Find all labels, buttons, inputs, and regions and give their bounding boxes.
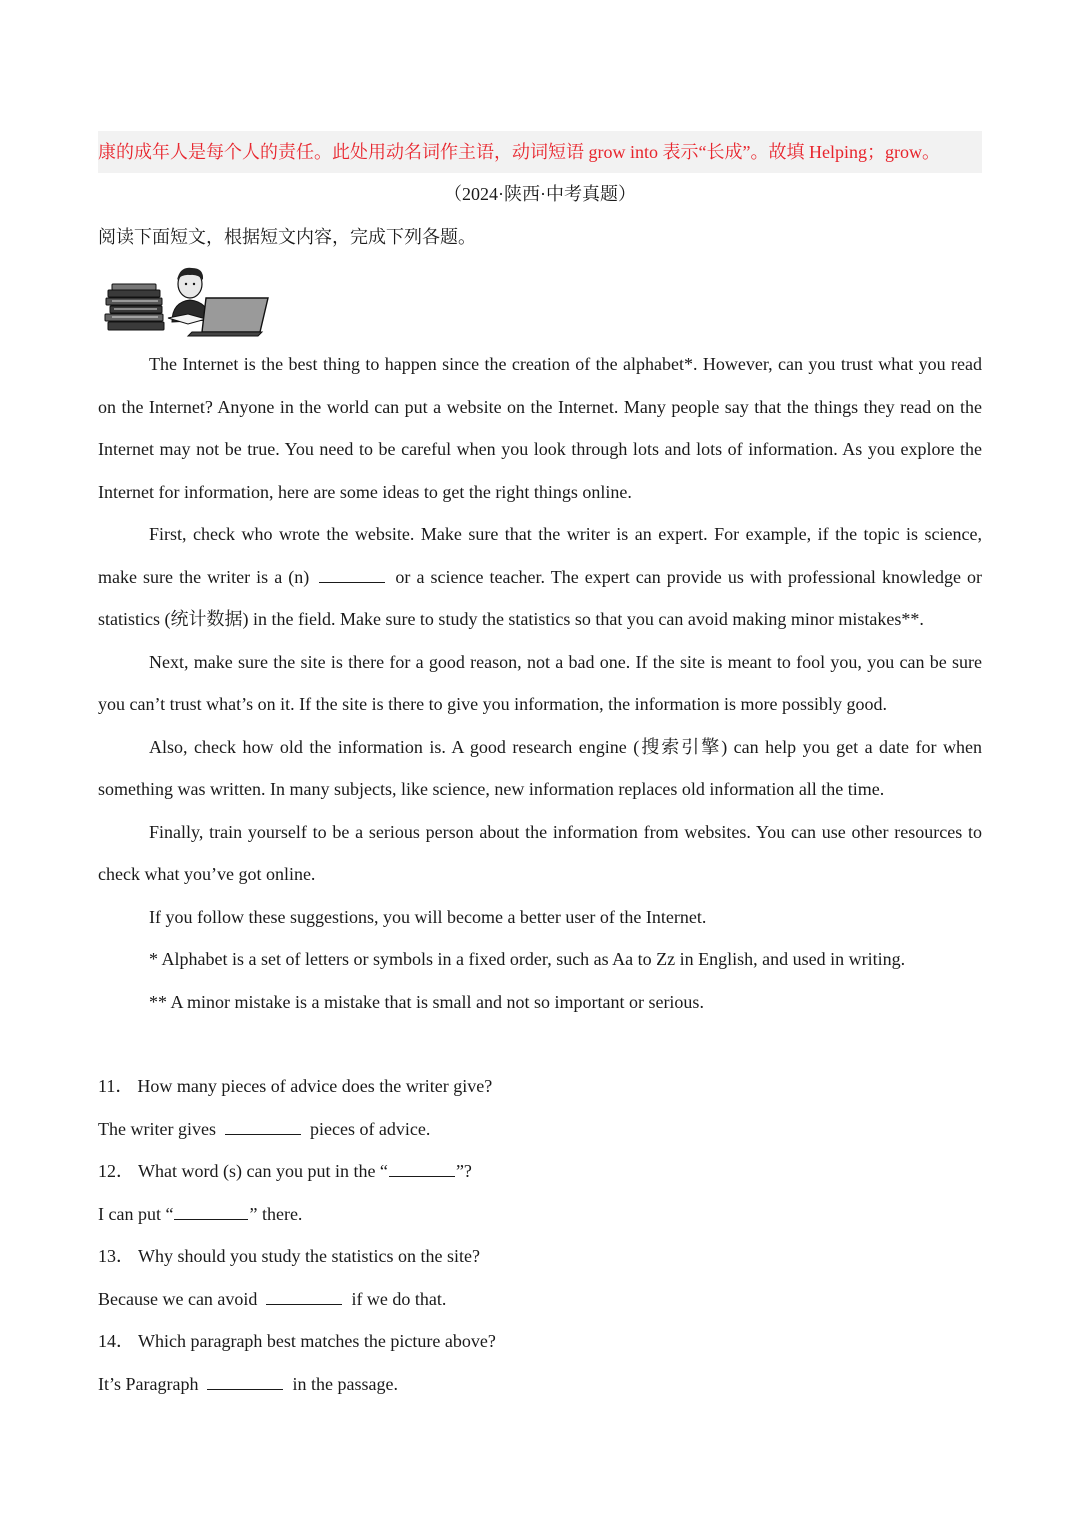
- question-text: Why should you study the statistics on the site?: [138, 1246, 480, 1266]
- question-13: [98, 1235, 982, 1278]
- question-number: 14．: [98, 1331, 134, 1351]
- student-with-books-and-laptop-illustration: [102, 262, 270, 338]
- answer-blank-12[interactable]: [174, 1204, 248, 1220]
- answer-13: [98, 1278, 982, 1321]
- question-source: [0, 181, 1080, 207]
- answer-suffix: pieces of advice.: [309, 1118, 431, 1139]
- question-text-after: ”?: [455, 1161, 472, 1181]
- question-14: [98, 1320, 982, 1363]
- footnote-minor-mistake: ** A minor mistake is a mistake that is small and not so important or serious.: [149, 991, 704, 1012]
- passage-blank: [319, 567, 385, 583]
- passage-paragraph-5: Finally, train yourself to be a serious person about the information from websites. You can use other resources to check what you’ve got online.: [98, 821, 982, 884]
- passage-paragraph-2-after: or a science teacher. The expert can provide us with professional knowledge or statistics (统计数据) in the field. Make sure to study the statistics so that you can avoid making minor mistakes**.: [98, 566, 983, 629]
- answer-blank-13[interactable]: [266, 1289, 342, 1305]
- question-12: [98, 1150, 982, 1193]
- answer-explanation-text: 康的成年人是每个人的责任。此处用动名词作主语，动词短语 grow into 表示“长成”。故填 Helping；grow。: [98, 142, 940, 162]
- answer-prefix: The writer gives: [98, 1118, 216, 1139]
- answer-11: [98, 1108, 982, 1151]
- passage-paragraph-2-before: First, check who wrote the website. Make sure that the writer is an expert. For example, if the topic is science, make sure the writer is a (n): [98, 524, 982, 587]
- answer-prefix: It’s Paragraph: [98, 1373, 199, 1394]
- instruction: 阅读下面短文，根据短文内容，完成下列各题。: [98, 227, 476, 247]
- passage-paragraph-4: Also, check how old the information is. A good research engine (搜索引擎) can help you get a date for when something was written. In many subjects, like science, new information replaces old information all the time.: [98, 736, 982, 799]
- answer-blank-14[interactable]: [207, 1374, 283, 1390]
- answer-suffix: if we do that.: [351, 1288, 447, 1309]
- passage-paragraph-3: Next, make sure the site is there for a good reason, not a bad one. If the site is meant to fool you, you can be sure you can’t trust what’s on it. If the site is there to give you information, the information is more possibly good.: [98, 651, 982, 714]
- answer-prefix: Because we can avoid: [98, 1288, 258, 1309]
- passage-paragraph-6: If you follow these suggestions, you will become a better user of the Internet.: [149, 906, 707, 927]
- answer-prefix: I can put “: [98, 1203, 174, 1224]
- footnote-alphabet: * Alphabet is a set of letters or symbols in a fixed order, such as Aa to Zz in English, and used in writing.: [149, 949, 906, 969]
- answer-blank-11[interactable]: [225, 1119, 301, 1135]
- question-number: 13．: [98, 1246, 134, 1266]
- question-source-text: （2024·陕西·中考真题）: [444, 184, 636, 204]
- passage-paragraph-2: [98, 513, 982, 641]
- answer-explanation: [98, 131, 982, 173]
- answer-12: [98, 1193, 982, 1236]
- question-text-before: What word (s) can you put in the “: [138, 1161, 388, 1181]
- question-text: Which paragraph best matches the picture above?: [138, 1331, 496, 1351]
- answer-suffix: in the passage.: [292, 1373, 398, 1394]
- question-11: [98, 1065, 982, 1108]
- reading-passage: [98, 343, 982, 1023]
- question-list: [98, 1065, 982, 1405]
- answer-suffix: ” there.: [249, 1203, 303, 1224]
- answer-14: [98, 1363, 982, 1406]
- passage-paragraph-1: The Internet is the best thing to happen since the creation of the alphabet*. However, can you trust what you read on the Internet? Anyone in the world can put a website on the Internet. Many people say that the things they read on the Internet may not be true. You need to be careful when you look through lots and lots of information. As you explore the Internet for information, here are some ideas to get the right things online.: [98, 354, 982, 502]
- question-blank-12: [389, 1161, 455, 1177]
- question-number: 11．: [98, 1076, 134, 1096]
- question-text: How many pieces of advice does the writer give?: [137, 1076, 493, 1096]
- question-number: 12．: [98, 1161, 134, 1181]
